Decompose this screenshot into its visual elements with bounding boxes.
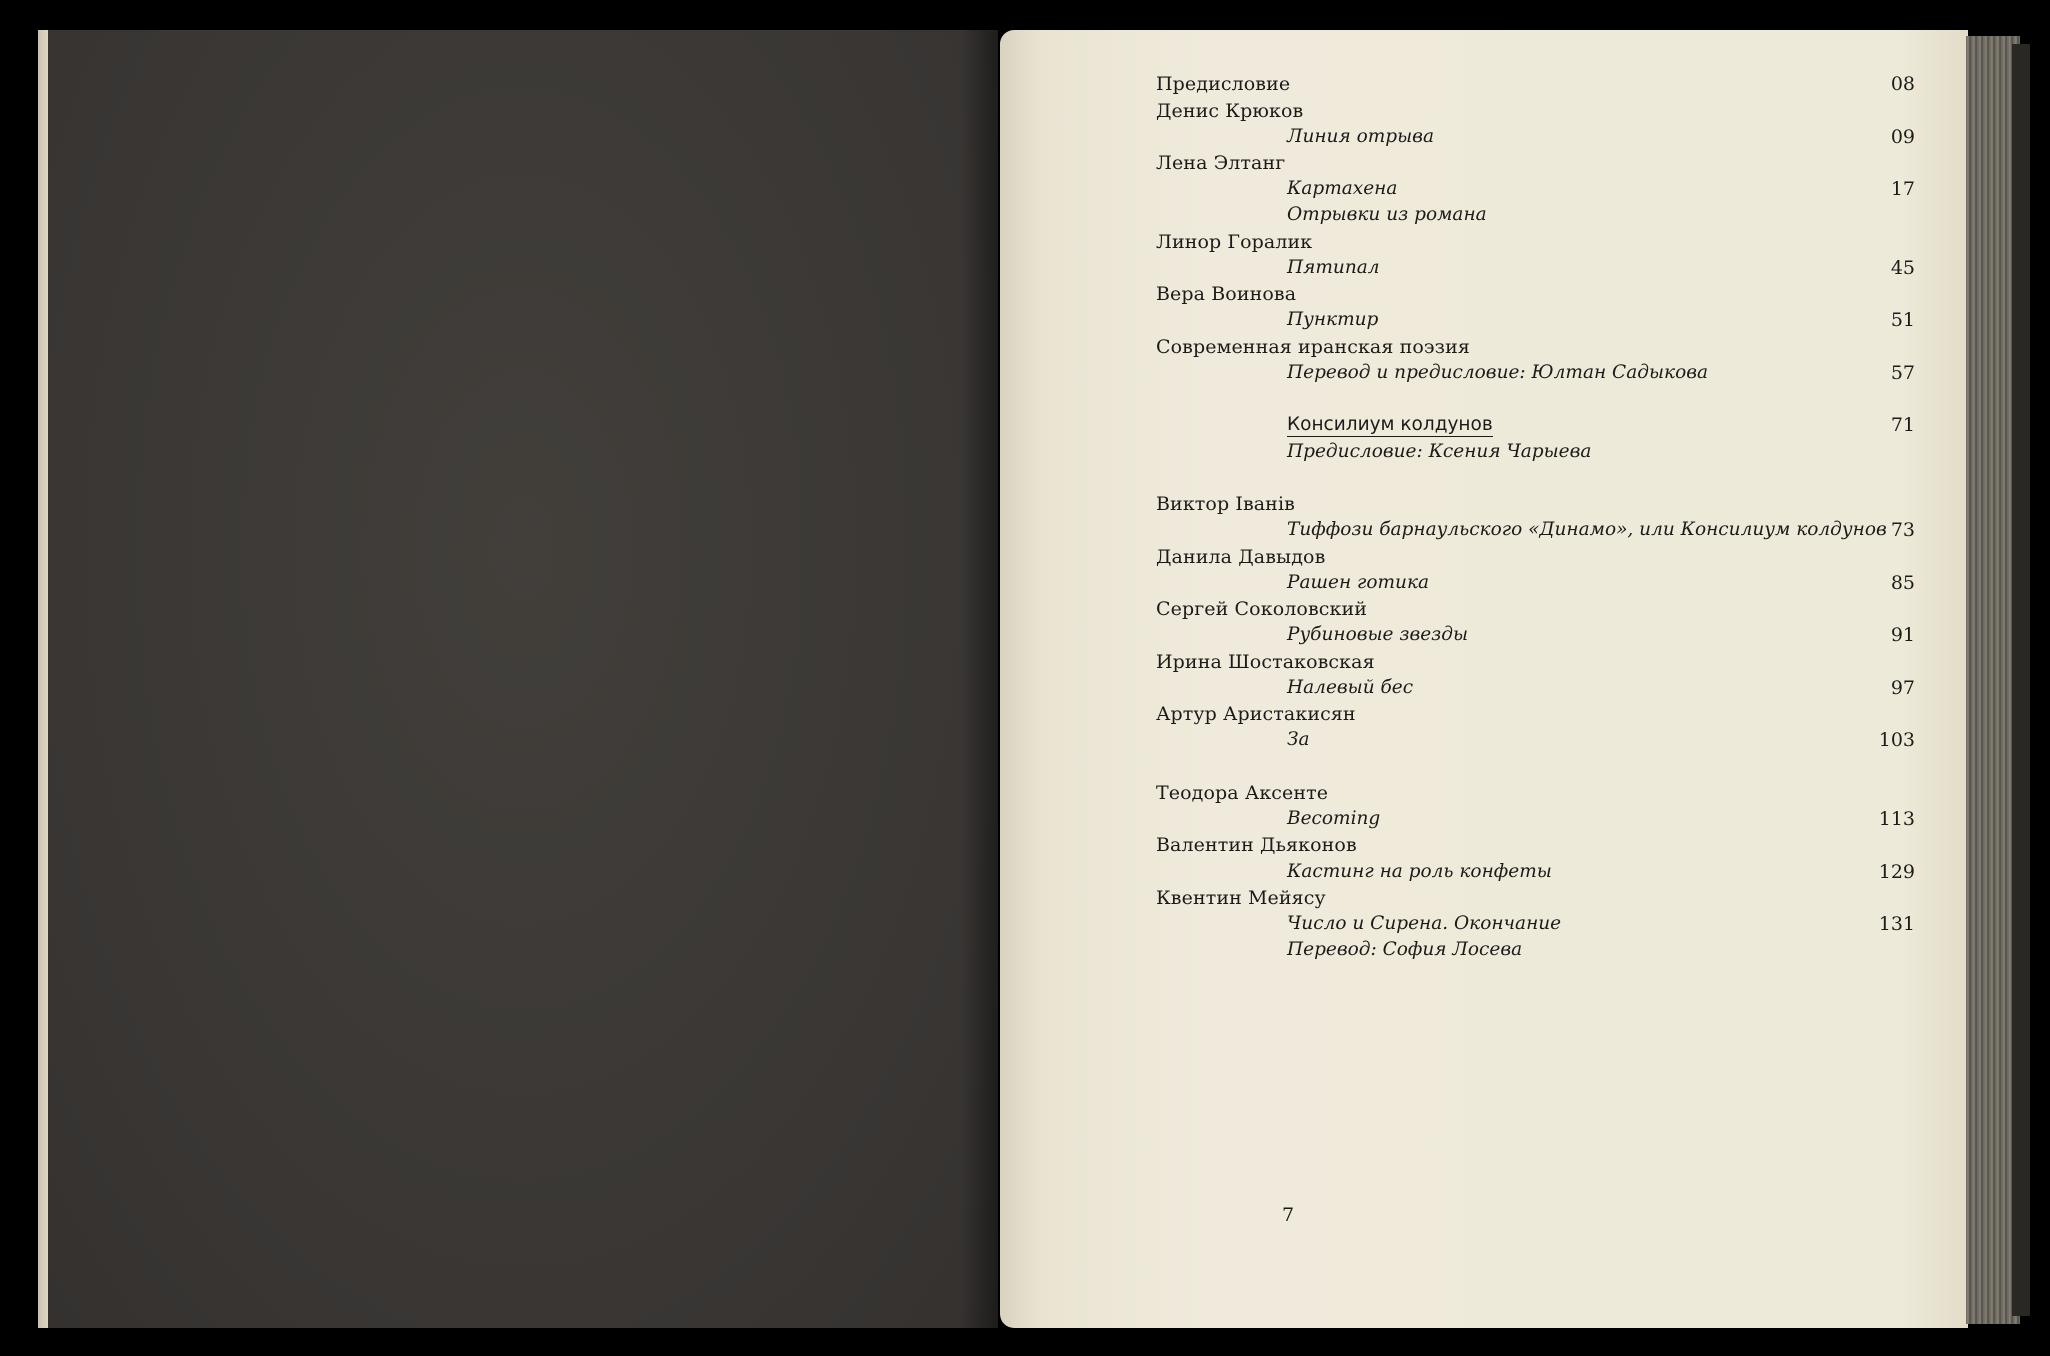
toc-title: Предисловие: Ксения Чарыева	[1287, 441, 1592, 462]
toc-title: Отрывки из романа	[1287, 204, 1487, 225]
toc-title: Рубиновые звезды	[1287, 624, 1469, 645]
toc-page-number: 85	[1890, 572, 1915, 594]
toc-author: Теодора Аксенте	[1156, 782, 1329, 804]
toc-author: Валентин Дьяконов	[1156, 834, 1357, 856]
toc-author: Линор Горалик	[1156, 231, 1313, 253]
toc-title: Кастинг на роль конфеты	[1287, 861, 1552, 882]
toc-author: Артур Аристакисян	[1156, 703, 1356, 725]
toc-page-number: 131	[1878, 913, 1915, 935]
toc-author: Виктор Іванів	[1156, 493, 1295, 515]
toc-page-number: 17	[1890, 178, 1915, 200]
toc-author: Вера Воинова	[1156, 283, 1297, 305]
toc-page-number: 129	[1878, 861, 1915, 883]
toc-title: Картахена	[1287, 178, 1398, 199]
toc-page-number: 103	[1878, 729, 1915, 751]
toc-page-number: 57	[1890, 362, 1915, 384]
toc-author: Квентин Мейясу	[1156, 887, 1326, 909]
toc-title: Пятипал	[1287, 257, 1380, 278]
toc-author: Денис Крюков	[1156, 100, 1304, 122]
toc-author: Современная иранская поэзия	[1156, 336, 1470, 358]
toc-page-number: 73	[1890, 519, 1915, 541]
toc-title: Перевод и предисловие: Юлтан Садыкова	[1287, 362, 1709, 383]
toc-page-number: 51	[1890, 309, 1915, 331]
toc-page-number: 08	[1890, 73, 1915, 95]
toc-page-number: 91	[1890, 624, 1915, 646]
page-folio-number: 7	[1282, 1204, 1295, 1226]
toc-title: Линия отрыва	[1287, 126, 1434, 147]
toc-title: Перевод: София Лосева	[1287, 939, 1523, 960]
toc-page-number: 09	[1890, 126, 1915, 148]
toc-author: Данила Давыдов	[1156, 546, 1326, 568]
toc-title: Пунктир	[1287, 309, 1379, 330]
toc-page-number: 45	[1890, 257, 1915, 279]
toc-page-number: 113	[1878, 808, 1915, 830]
toc-author: Ирина Шостаковская	[1156, 651, 1375, 673]
toc-title: Налевый бес	[1287, 677, 1414, 698]
toc-title: Becoming	[1287, 808, 1381, 829]
toc-title: За	[1287, 729, 1310, 750]
toc-author: Предисловие	[1156, 73, 1291, 95]
toc-author: Лена Элтанг	[1156, 152, 1286, 174]
toc-page-number: 97	[1890, 677, 1915, 699]
toc-title: Тиффози барнаульского «Динамо», или Консилиум колдунов	[1287, 519, 1887, 540]
toc-title: Число и Сирена. Окончание	[1287, 913, 1562, 934]
toc-title: Рашен готика	[1287, 572, 1430, 593]
toc-page-number: 71	[1890, 414, 1915, 436]
toc-author: Сергей Соколовский	[1156, 598, 1367, 620]
toc-section-title: Консилиум колдунов	[1287, 414, 1493, 435]
